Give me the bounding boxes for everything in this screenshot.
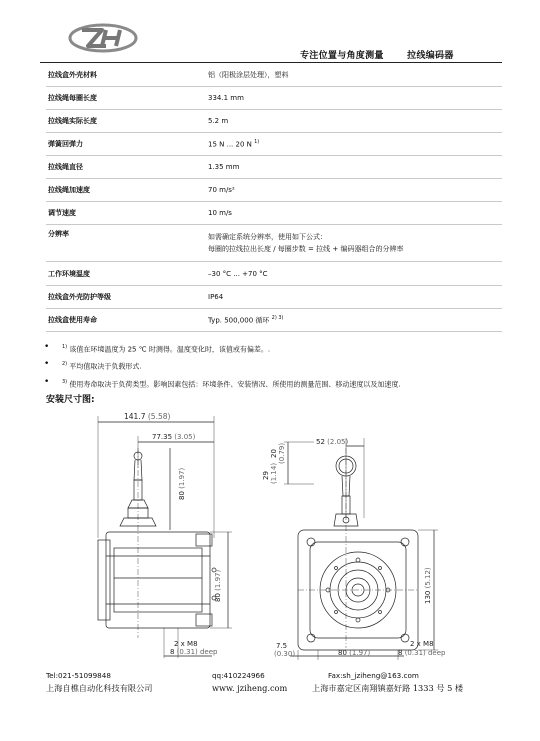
spec-row — [46, 262, 502, 286]
svg-text:52 (2.05): 52 (2.05) — [316, 438, 349, 446]
svg-text:2 x M8: 2 x M8 — [174, 640, 198, 648]
spec-row — [46, 87, 502, 110]
spec-key: 调节速度 — [48, 209, 76, 217]
svg-text:130 (5.12): 130 (5.12) — [424, 567, 432, 604]
svg-text:7.5: 7.5 — [276, 642, 288, 650]
svg-text:80 (1.97): 80 (1.97) — [178, 467, 186, 500]
spec-row — [46, 179, 502, 202]
footer-company: 上海自樵自动化科技有限公司 — [46, 683, 153, 693]
spec-row — [46, 133, 502, 156]
svg-text:8 (0.31) deep: 8 (0.31) deep — [170, 648, 218, 656]
footer-fax: Fax:sh_jziheng@163.com — [328, 671, 419, 680]
spec-key: 拉线盒外壳防护等级 — [48, 293, 111, 301]
spec-row — [46, 309, 502, 332]
header-title — [300, 48, 474, 61]
company-logo — [68, 20, 138, 56]
spec-value: –30 °C ... +70 °C — [208, 269, 268, 278]
spec-key: 拉线绳每圈长度 — [48, 94, 97, 102]
spec-value: 铝（阳极涂层处理），塑料 — [208, 71, 289, 79]
footnote-item: • $^{2)}$ 平均值取决于负载形式. — [62, 357, 401, 374]
spec-table — [46, 64, 502, 332]
spec-value: 15 N ... 20 N $^{1)}$ — [208, 139, 260, 149]
spec-value: 334.1 mm — [208, 94, 244, 102]
spec-key: 拉线绳直径 — [48, 163, 83, 171]
svg-text:2 x M8: 2 x M8 — [410, 640, 434, 648]
spec-row — [46, 110, 502, 133]
footnote-item: • $^{1)}$ 该值在环境温度为 25 ℃ 时测得。温度变化时，该值或有偏差。. — [62, 340, 401, 357]
footer-website[interactable]: www. jziheng.com — [212, 683, 288, 693]
svg-text:29: 29 — [262, 471, 270, 480]
spec-row — [46, 156, 502, 179]
footer-tel: Tel:021-51099848 — [46, 671, 111, 680]
spec-key: 工作环境温度 — [48, 269, 90, 278]
dimension-drawing — [46, 408, 486, 666]
svg-text:(0.79): (0.79) — [278, 442, 286, 464]
spec-row — [46, 202, 502, 225]
spec-value: 70 m/s² — [208, 186, 235, 194]
spec-key: 拉线盒使用寿命 — [48, 316, 97, 324]
spec-value: 如需确定系统分辨率，使用如下公式： 每圈的拉线拉出长度 / 每圈步数 = 拉线 + 编码器组合的分辨率 — [208, 233, 404, 253]
svg-text:(1.14): (1.14) — [270, 462, 278, 484]
spec-row — [46, 64, 502, 87]
footer-qq: qq:410224966 — [212, 671, 265, 680]
spec-value: 5.2 m — [208, 117, 229, 125]
spec-key: 拉线绳实际长度 — [48, 117, 97, 125]
spec-key: 拉线绳加速度 — [48, 186, 90, 194]
spec-value: IP64 — [208, 293, 224, 301]
footer — [46, 671, 496, 697]
spec-key: 拉线盒外壳材料 — [48, 71, 97, 79]
spec-row — [46, 225, 502, 262]
spec-value: Typ. 500,000 循环 $^{2) 3)}$ — [208, 314, 284, 325]
header-product: 拉线编码器 — [407, 51, 454, 61]
header-slogan: 专注位置与角度测量 — [300, 51, 384, 61]
svg-text:141.7 (5.58): 141.7 (5.58) — [124, 412, 171, 421]
spec-row — [46, 286, 502, 309]
svg-text:80 (1.97): 80 (1.97) — [338, 649, 371, 657]
spec-value: 1.35 mm — [208, 163, 240, 171]
svg-text:20: 20 — [270, 449, 278, 458]
footer-address: 上海市嘉定区南翔镇嘉好路 1333 号 5 楼 — [312, 683, 464, 693]
svg-text:77.35 (3.05): 77.35 (3.05) — [152, 433, 196, 441]
install-title: 安装尺寸图: — [46, 395, 95, 405]
spec-value: 10 m/s — [208, 209, 232, 217]
footnote-item: • $^{3)}$ 使用寿命取决于负荷类型。影响因素包括：环境条件、安装情况、所使用的测量范围、移动速度以及加速度. — [62, 375, 401, 392]
svg-text:8 (0.31) deep: 8 (0.31) deep — [398, 649, 446, 657]
svg-text:80 (1.97): 80 (1.97) — [214, 569, 222, 602]
svg-text:(0.30): (0.30) — [274, 650, 296, 658]
spec-key: 分辨率 — [48, 230, 69, 238]
spec-key: 弹簧回弹力 — [48, 140, 83, 148]
footnotes — [62, 340, 401, 392]
